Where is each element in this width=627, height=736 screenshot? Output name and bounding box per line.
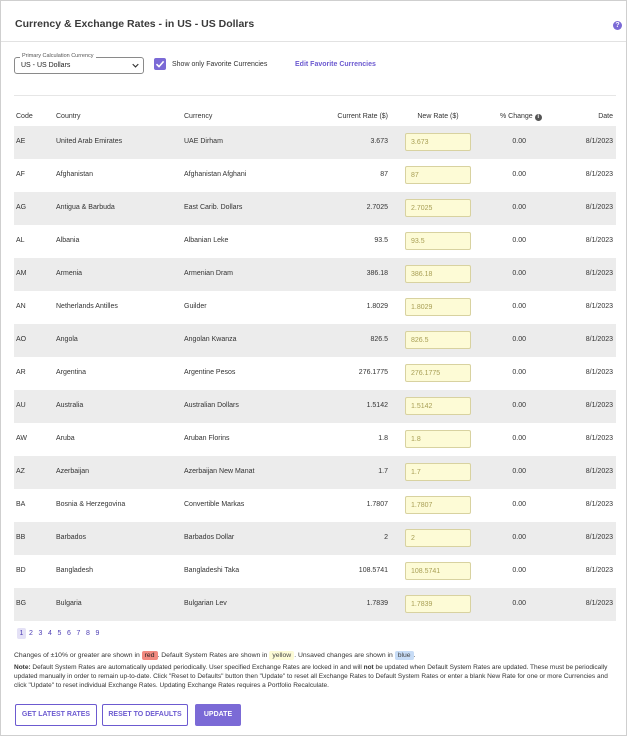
header-divider [1,41,626,42]
cell-country: Aruba [56,435,75,442]
cell-date: 8/1/2023 [585,402,613,409]
get-latest-rates-button[interactable]: GET LATEST RATES [15,704,97,726]
cell-country: Angola [56,336,78,343]
legend-middle: . Default System Rates are shown in [157,652,268,659]
table-row [14,555,616,588]
cell-currency: Bangladeshi Taka [184,567,240,574]
legend-blue-chip: blue [395,651,414,660]
table-row [14,291,616,324]
page-5-link[interactable]: 5 [57,630,62,637]
table-row [14,126,616,159]
cell-change: 0.00 [512,534,526,541]
cell-code: AO [16,336,27,343]
new-rate-input[interactable] [405,331,471,349]
cell-code: AR [16,369,26,376]
cell-change: 0.00 [512,270,526,277]
legend-yellow-chip: yellow [269,651,294,660]
page-1-link[interactable]: 1 [17,628,26,639]
cell-country: Netherlands Antilles [56,303,118,310]
cell-change: 0.00 [512,336,526,343]
cell-code: AL [16,237,25,244]
col-code[interactable]: Code [16,113,33,120]
table-header [14,113,616,125]
table-row [14,192,616,225]
cell-current-rate: 2.7025 [366,204,388,211]
cell-currency: Guilder [184,303,207,310]
col-new-rate[interactable]: New Rate ($) [417,113,459,120]
primary-currency-select[interactable] [14,53,144,74]
new-rate-input[interactable] [405,364,471,382]
col-change-header [500,113,542,121]
cell-currency: Aruban Florins [184,435,230,442]
cell-currency: Convertible Markas [184,501,245,508]
cell-code: BA [16,501,26,508]
favorites-checkbox-label[interactable]: Show only Favorite Currencies [172,61,268,68]
new-rate-input[interactable] [405,397,471,415]
cell-currency: Australian Dollars [184,402,239,409]
cell-current-rate: 826.5 [370,336,388,343]
cell-currency: Albanian Leke [184,237,229,244]
col-change[interactable]: % Change [500,113,533,120]
page-2-link[interactable]: 2 [29,630,33,637]
cell-code: AF [16,171,25,178]
cell-code: AM [16,270,27,277]
cell-currency: Argentine Pesos [184,369,236,376]
note-text-2: be updated when Default System Rates are updated. These must be periodically updated manually in order to remain up-to-date. Click "Reset to Defaults" button then "Update" to reset all Exchange Rates to Default System Rates or enter a blank New Rate for one or more Currencies and click "Update" to reset individual Exchange Rates. Updating Exchange Rates requires a Portfolio Recalculate. [14,664,608,689]
legend-middle2: . Unsaved changes are shown in [294,652,393,659]
cell-change: 0.00 [512,237,526,244]
cell-current-rate: 1.7839 [366,600,388,607]
table-row [14,588,616,621]
page-9-link[interactable]: 9 [95,630,100,637]
cell-current-rate: 1.8029 [366,303,388,310]
new-rate-input[interactable] [405,496,471,514]
table-row [14,489,616,522]
reset-to-defaults-button[interactable]: RESET TO DEFAULTS [102,704,188,726]
cell-date: 8/1/2023 [585,600,613,607]
cell-country: Bulgaria [56,600,82,607]
help-icon[interactable]: ? [613,21,622,30]
cell-country: Afghanistan [56,171,93,178]
note-label: Note: [14,664,31,671]
cell-current-rate: 386.18 [366,270,388,277]
cell-country: United Arab Emirates [56,138,123,145]
cell-change: 0.00 [512,171,526,178]
cell-code: AZ [16,468,25,475]
cell-current-rate: 276.1775 [358,369,388,376]
table-row [14,258,616,291]
cell-code: BB [16,534,26,541]
cell-currency: East Carib. Dollars [184,204,243,211]
new-rate-input[interactable] [405,199,471,217]
cell-country: Barbados [56,534,86,541]
page-title: Currency & Exchange Rates - in US - US Dollars [15,18,255,30]
cell-currency: UAE Dirham [184,138,223,145]
cell-date: 8/1/2023 [585,171,613,178]
cell-current-rate: 1.7 [378,468,388,475]
new-rate-input[interactable] [405,463,471,481]
new-rate-input[interactable] [405,298,471,316]
new-rate-input[interactable] [405,430,471,448]
checkmark-icon [154,58,166,70]
cell-code: BD [16,567,26,574]
table-row [14,390,616,423]
col-date[interactable]: Date [598,113,613,120]
cell-code: AU [16,402,26,409]
cell-code: AW [16,435,28,442]
new-rate-input[interactable] [405,562,471,580]
legend-red-chip: red [142,651,158,660]
cell-code: AN [16,303,26,310]
cell-country: Bosnia & Herzegovina [56,501,126,508]
new-rate-input[interactable] [405,232,471,250]
cell-current-rate: 2 [384,534,388,541]
update-button[interactable]: UPDATE [195,704,241,726]
cell-code: BG [16,600,27,607]
cell-current-rate: 1.5142 [366,402,388,409]
cell-currency: Afghanistan Afghani [184,171,247,178]
cell-current-rate: 1.8 [378,435,388,442]
cell-current-rate: 108.5741 [358,567,388,574]
col-current-rate[interactable]: Current Rate ($) [337,113,388,120]
cell-currency: Bulgarian Lev [184,600,227,607]
edit-favorites-link[interactable]: Edit Favorite Currencies [295,61,376,68]
page-6-link[interactable]: 6 [67,630,71,637]
cell-change: 0.00 [512,468,526,475]
cell-change: 0.00 [512,138,526,145]
cell-currency: Barbados Dollar [184,534,235,541]
cell-date: 8/1/2023 [585,237,613,244]
cell-change: 0.00 [512,369,526,376]
cell-country: Albania [56,237,80,244]
new-rate-input[interactable] [405,166,471,184]
page-8-link[interactable]: 8 [86,630,90,637]
cell-country: Bangladesh [56,567,93,574]
info-icon[interactable]: i [535,114,542,121]
cell-code: AG [16,204,27,211]
cell-current-rate: 93.5 [374,237,388,244]
cell-country: Argentina [56,369,86,376]
cell-currency: Azerbaijan New Manat [184,468,255,475]
new-rate-input[interactable] [405,133,471,151]
update-note [14,663,614,690]
table-row [14,324,616,357]
legend-prefix: Changes of ±10% or greater are shown in [14,652,140,659]
cell-change: 0.00 [512,303,526,310]
cell-date: 8/1/2023 [585,534,613,541]
page-7-link[interactable]: 7 [76,630,81,637]
note-not: not [363,664,374,671]
table-row [14,456,616,489]
page-3-link[interactable]: 3 [38,630,43,637]
favorites-checkbox[interactable] [154,58,166,70]
cell-date: 8/1/2023 [585,204,613,211]
cell-change: 0.00 [512,600,526,607]
cell-date: 8/1/2023 [585,468,613,475]
legend-suffix: . [413,652,416,659]
table-row [14,159,616,192]
cell-current-rate: 3.673 [370,138,388,145]
cell-change: 0.00 [512,204,526,211]
new-rate-input[interactable] [405,265,471,283]
cell-country: Antigua & Barbuda [56,204,115,211]
cell-code: AE [16,138,26,145]
chevron-down-icon [132,62,139,69]
new-rate-input[interactable] [405,529,471,547]
cell-current-rate: 1.7807 [366,501,388,508]
cell-change: 0.00 [512,567,526,574]
primary-currency-value: US - US Dollars [21,62,71,69]
cell-date: 8/1/2023 [585,138,613,145]
cell-country: Australia [56,402,84,409]
cell-country: Armenia [56,270,83,277]
page-4-link[interactable]: 4 [48,630,52,637]
cell-current-rate: 87 [380,171,388,178]
cell-date: 8/1/2023 [585,501,613,508]
table-row [14,357,616,390]
cell-change: 0.00 [512,402,526,409]
cell-date: 8/1/2023 [585,270,613,277]
filter-divider [14,95,616,96]
note-text-1: Default System Rates are automatically updated periodically. User specified Exchange Rates are locked in and will [30,664,364,671]
col-currency[interactable]: Currency [184,113,213,120]
cell-currency: Armenian Dram [184,270,234,277]
col-country[interactable]: Country [56,113,81,120]
table-row [14,225,616,258]
table-row [14,423,616,456]
cell-date: 8/1/2023 [585,567,613,574]
cell-date: 8/1/2023 [585,303,613,310]
primary-currency-label: Primary Calculation Currency [22,53,94,59]
cell-country: Azerbaijan [56,468,90,475]
new-rate-input[interactable] [405,595,471,613]
cell-currency: Angolan Kwanza [184,336,237,343]
table-row [14,522,616,555]
cell-date: 8/1/2023 [585,369,613,376]
cell-change: 0.00 [512,501,526,508]
cell-date: 8/1/2023 [585,336,613,343]
color-legend [14,651,415,660]
cell-date: 8/1/2023 [585,435,613,442]
cell-change: 0.00 [512,435,526,442]
